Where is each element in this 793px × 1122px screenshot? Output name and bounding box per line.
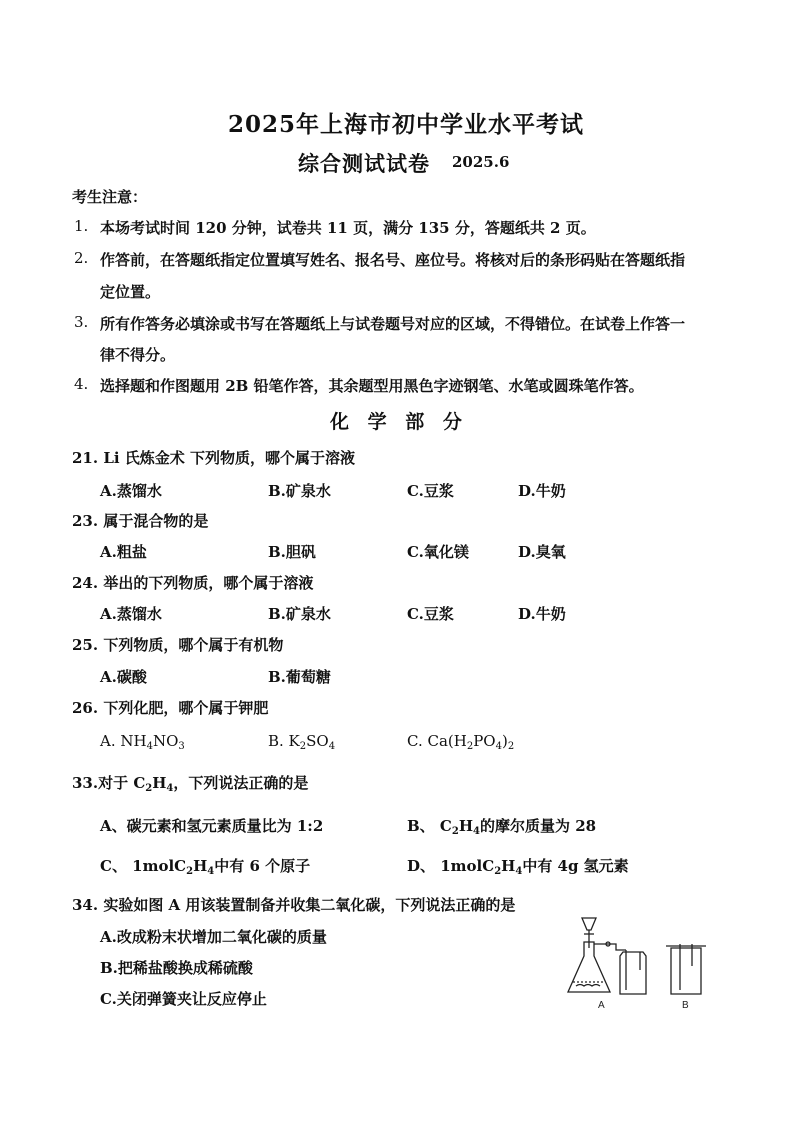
option-b: B.胆矾 xyxy=(268,543,316,561)
notice-item-number: 3. xyxy=(74,313,89,331)
notice-item-text: 所有作答务必填涂或书写在答题纸上与试卷题号对应的区域，不得错位。在试卷上作答一 xyxy=(100,315,686,333)
flask-apparatus-a xyxy=(568,918,706,994)
question-stem: 33.对于 $C_2H_4$，下列说法正确的是 xyxy=(72,774,309,794)
notice-item-text-cont: 律不得分。 xyxy=(100,346,176,364)
option-d: D、 $1molC_2H_4$中有 4g 氢元素 xyxy=(407,857,629,877)
figure-label-b: B xyxy=(682,1000,689,1011)
option-a: A.蒸馏水 xyxy=(100,605,162,623)
exam-title: 2025年上海市初中学业水平考试 xyxy=(228,111,585,138)
option-c: C.豆浆 xyxy=(407,482,454,500)
option-b: B.葡萄糖 xyxy=(268,668,331,686)
option-c: C.关闭弹簧夹让反应停止 xyxy=(100,990,267,1008)
option-c: C.豆浆 xyxy=(407,605,454,623)
notice-item-number: 2. xyxy=(74,249,89,267)
option-a: A.改成粉末状增加二氧化碳的质量 xyxy=(100,928,327,946)
question-stem: 21. Li 氏炼金术 下列物质，哪个属于溶液 xyxy=(72,449,356,467)
option-c: C.氧化镁 xyxy=(407,543,469,561)
notice-item-number: 1. xyxy=(74,217,89,235)
apparatus-figure xyxy=(560,910,730,1020)
option-a: A.蒸馏水 xyxy=(100,482,162,500)
notice-heading: 考生注意： xyxy=(72,188,148,206)
figure-label-a: A xyxy=(598,1000,605,1011)
notice-item-text: 作答前，在答题纸指定位置填写姓名、报名号、座位号。将核对后的条形码贴在答题纸指 xyxy=(100,251,686,269)
option-d: D.牛奶 xyxy=(518,482,566,500)
exam-subtitle: 综合测试试卷 xyxy=(298,151,430,176)
question-stem: 25. 下列物质，哪个属于有机物 xyxy=(72,636,284,654)
section-title: 化 学 部 分 xyxy=(330,411,468,433)
notice-item-text: 选择题和作图题用 2B 铅笔作答，其余题型用黑色字迹钢笔、水笔或圆珠笔作答。 xyxy=(100,377,644,395)
question-stem: 26. 下列化肥，哪个属于钾肥 xyxy=(72,699,269,717)
option-b: B. $K_2SO_4$ xyxy=(268,732,336,752)
question-stem: 24. 举出的下列物质，哪个属于溶液 xyxy=(72,574,314,592)
option-a: A.碳酸 xyxy=(100,668,147,686)
notice-item-number: 4. xyxy=(74,375,89,393)
option-a: A.粗盐 xyxy=(100,543,147,561)
question-stem: 34. 实验如图 A 用该装置制备并收集二氧化碳，下列说法正确的是 xyxy=(72,896,516,914)
option-a: A、碳元素和氢元素质量比为 1:2 xyxy=(100,817,324,835)
notice-item-text-cont: 定位置。 xyxy=(100,283,161,301)
question-stem: 23. 属于混合物的是 xyxy=(72,512,209,530)
exam-date: 2025.6 xyxy=(452,153,510,171)
option-b: B.矿泉水 xyxy=(268,482,331,500)
option-d: D.牛奶 xyxy=(518,605,566,623)
option-b: B、 $C_2H_4$的摩尔质量为 28 xyxy=(407,817,597,837)
option-c: C. $Ca(H_2PO_4)_2$ xyxy=(407,732,515,752)
option-d: D.臭氧 xyxy=(518,543,566,561)
notice-item-text: 本场考试时间 120 分钟，试卷共 11 页，满分 135 分，答题纸共 2 页。 xyxy=(100,219,596,237)
option-b: B.把稀盐酸换成稀硫酸 xyxy=(100,959,253,977)
option-a: A. $NH_4NO_3$ xyxy=(100,732,185,752)
option-c: C、 $1molC_2H_4$中有 6 个原子 xyxy=(100,857,311,877)
option-b: B.矿泉水 xyxy=(268,605,331,623)
